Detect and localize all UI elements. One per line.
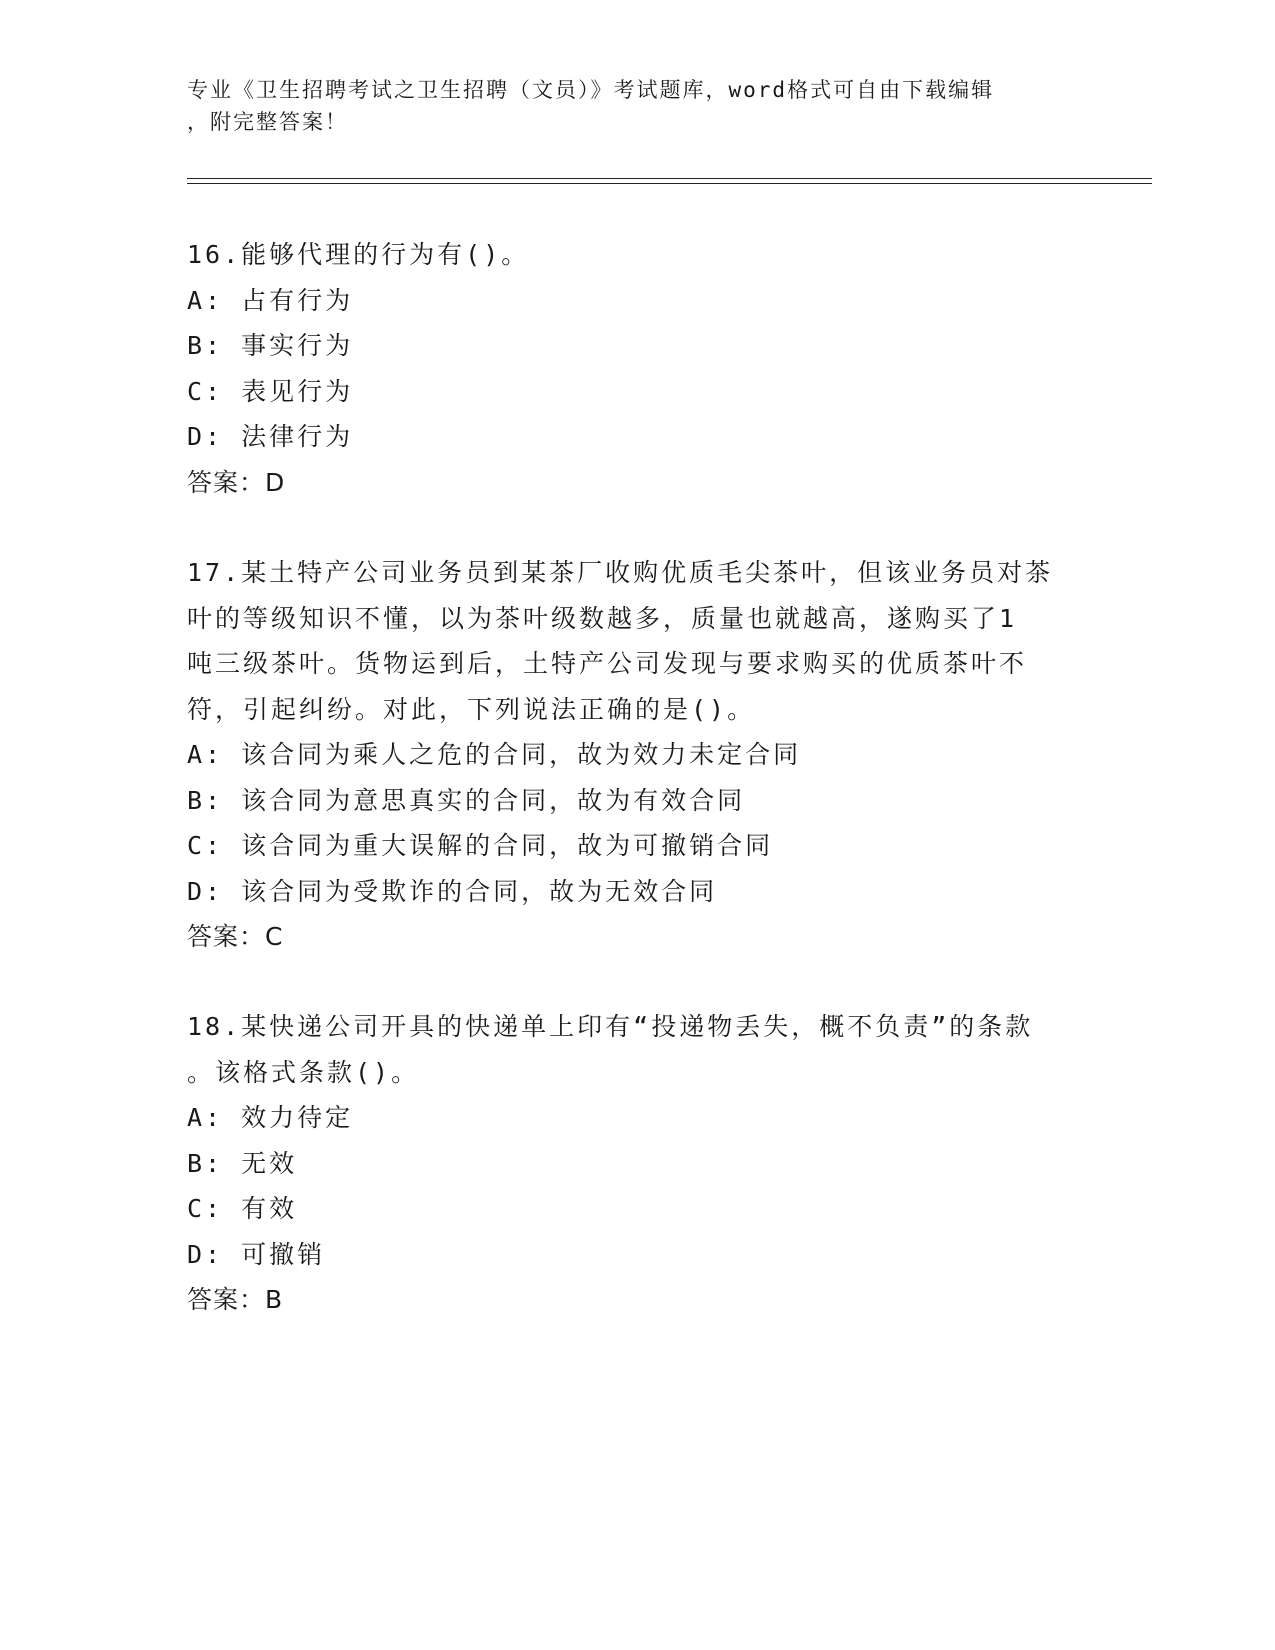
option-b: B: 无效 [187,1148,298,1178]
option-a: A: 效力待定 [187,1103,354,1132]
option-d: D: 该合同为受欺诈的合同，故为无效合同 [187,876,718,906]
question-17 [187,550,1087,960]
option-a: A: 占有行为 [187,285,354,315]
option-d: D: 法律行为 [187,422,354,451]
answer-label: 答案：C [187,922,284,951]
header-line-2: ，附完整答案！ [187,110,348,134]
option-b: B: 该合同为意思真实的合同，故为有效合同 [187,785,746,815]
option-a: A: 该合同为乘人之危的合同，故为效力未定合同 [187,740,802,769]
question-stem-line: 符，引起纠纷。对此，下列说法正确的是()。 [187,694,756,724]
question-18 [187,1004,1087,1323]
option-b: B: 事实行为 [187,331,354,360]
option-c: C: 有效 [187,1194,298,1223]
option-d: D: 可撤销 [187,1239,326,1269]
question-stem-line: 16.能够代理的行为有()。 [187,240,530,269]
question-stem-line: 。该格式条款()。 [187,1057,420,1087]
question-16 [187,232,1087,505]
answer-label: 答案：B [187,1285,284,1314]
question-stem-line: 吨三级茶叶。货物运到后，土特产公司发现与要求购买的优质茶叶不 [187,649,1028,678]
document-header [187,74,1087,138]
question-stem-line: 18.某快递公司开具的快递单上印有“投递物丢失，概不负责”的条款 [187,1012,1034,1041]
option-c: C: 表见行为 [187,376,354,406]
question-stem-line: 17.某土特产公司业务员到某茶厂收购优质毛尖茶叶，但该业务员对茶 [187,558,1054,587]
answer-label: 答案：D [187,467,286,497]
question-stem-line: 叶的等级知识不懂，以为茶叶级数越多，质量也就越高，遂购买了1 [187,603,1018,633]
header-line-1: 专业《卫生招聘考试之卫生招聘（文员）》考试题库，word格式可自由下载编辑 [187,78,995,102]
header-divider-top [187,178,1152,179]
option-c: C: 该合同为重大误解的合同，故为可撤销合同 [187,831,774,860]
header-divider-bottom [187,183,1152,184]
